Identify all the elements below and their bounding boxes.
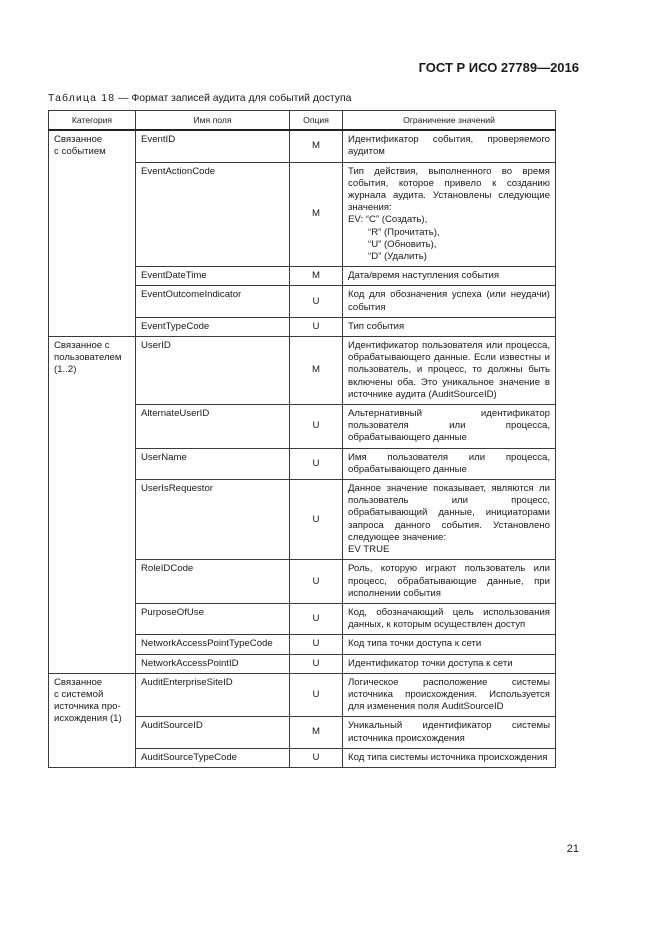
constraint-cell: Дата/время наступления события bbox=[343, 267, 556, 286]
field-name-cell: NetworkAccessPointTypeCode bbox=[136, 635, 290, 654]
column-header-field-name: Имя поля bbox=[136, 111, 290, 131]
table-row bbox=[49, 337, 556, 405]
category-cell: Связанное с событием bbox=[49, 130, 136, 336]
constraint-cell: Альтернативный идентификатор пользователя или процесса, обрабатывающего данные bbox=[343, 405, 556, 449]
table-header-row bbox=[49, 111, 556, 131]
audit-record-table bbox=[48, 110, 556, 768]
field-name-cell: AuditEnterpriseSiteID bbox=[136, 673, 290, 717]
option-cell: M bbox=[290, 162, 343, 267]
column-header-category: Категория bbox=[49, 111, 136, 131]
constraint-cell: Код типа системы источника происхождения bbox=[343, 748, 556, 767]
field-name-cell: EventID bbox=[136, 130, 290, 162]
option-cell: U bbox=[290, 560, 343, 604]
option-cell: U bbox=[290, 286, 343, 317]
constraint-cell: Логическое расположение системы источника происхождения. Используется для изменения поля AuditSourceID bbox=[343, 673, 556, 717]
constraint-cell: Идентификатор пользователя или процесса, обрабатывающего данные. Если известны и пользователь, и процесс, то должны быть включены оба. Это уникальное значение в источнике аудита (AuditSourceID) bbox=[343, 337, 556, 405]
option-cell: U bbox=[290, 673, 343, 717]
option-cell: M bbox=[290, 267, 343, 286]
page-number: 21 bbox=[566, 843, 579, 855]
field-name-cell: NetworkAccessPointID bbox=[136, 654, 290, 673]
field-name-cell: AlternateUserID bbox=[136, 405, 290, 449]
constraint-value: “R” (Прочитать), bbox=[368, 226, 440, 238]
constraint-cell: Код типа точки доступа к сети bbox=[343, 635, 556, 654]
option-cell: M bbox=[290, 130, 343, 162]
option-cell: U bbox=[290, 448, 343, 479]
constraint-cell: Код для обозначения успеха (или неудачи) события bbox=[343, 286, 556, 317]
constraint-value: EV: “C” (Создать), bbox=[348, 214, 428, 226]
option-cell: U bbox=[290, 405, 343, 449]
option-cell: M bbox=[290, 337, 343, 405]
column-header-option: Опция bbox=[290, 111, 343, 131]
constraint-value: “D” (Удалить) bbox=[368, 251, 428, 263]
document-number: ГОСТ Р ИСО 27789—2016 bbox=[418, 60, 579, 75]
field-name-cell: UserName bbox=[136, 448, 290, 479]
column-header-constraint: Ограничение значений bbox=[343, 111, 556, 131]
option-cell: U bbox=[290, 748, 343, 767]
constraint-cell bbox=[343, 162, 556, 267]
field-name-cell: AuditSourceID bbox=[136, 717, 290, 748]
option-cell: U bbox=[290, 635, 343, 654]
option-cell: U bbox=[290, 603, 343, 634]
constraint-cell: Код, обозначающий цель использования данных, к которым осуществлен доступ bbox=[343, 603, 556, 634]
field-name-cell: EventOutcomeIndicator bbox=[136, 286, 290, 317]
field-name-cell: RoleIDCode bbox=[136, 560, 290, 604]
constraint-cell: Идентификатор точки доступа к сети bbox=[343, 654, 556, 673]
option-cell: U bbox=[290, 480, 343, 560]
constraint-cell: Имя пользователя или процесса, обрабатывающего данные bbox=[343, 448, 556, 479]
field-name-cell: PurposeOfUse bbox=[136, 603, 290, 634]
constraint-cell: Тип события bbox=[343, 317, 556, 336]
field-name-cell: EventDateTime bbox=[136, 267, 290, 286]
field-name-cell: AuditSourceTypeCode bbox=[136, 748, 290, 767]
table-caption bbox=[48, 93, 351, 104]
category-cell: Связанное с системой источника про- исхождения (1) bbox=[49, 673, 136, 767]
constraint-text: Тип действия, выполненного во время события, которое привело к созданию журнала аудита. Установлены следующие значения: bbox=[348, 165, 550, 214]
field-name-cell: UserIsRequestor bbox=[136, 480, 290, 560]
option-cell: U bbox=[290, 317, 343, 336]
constraint-cell: Идентификатор события, проверяемого аудитом bbox=[343, 130, 556, 162]
table-caption-text: — Формат записей аудита для событий доступа bbox=[115, 93, 352, 104]
field-name-cell: EventActionCode bbox=[136, 162, 290, 267]
constraint-value: EV TRUE bbox=[348, 544, 390, 556]
field-name-cell: EventTypeCode bbox=[136, 317, 290, 336]
constraint-cell bbox=[343, 480, 556, 560]
constraint-cell: Уникальный идентификатор системы источника происхождения bbox=[343, 717, 556, 748]
table-row bbox=[49, 130, 556, 162]
constraint-value: “U” (Обновить), bbox=[368, 238, 437, 250]
constraint-text: Данное значение показывает, являются ли пользователь или процесс, обрабатывающий данные, инициаторами запроса данного события. Установлено следующее значение: bbox=[348, 483, 550, 543]
table-caption-label: Таблица 18 bbox=[48, 93, 116, 104]
option-cell: M bbox=[290, 717, 343, 748]
constraint-cell: Роль, которую играют пользователь или процесс, обрабатывающие данные, при исполнении события bbox=[343, 560, 556, 604]
field-name-cell: UserID bbox=[136, 337, 290, 405]
category-cell: Связанное с пользователем (1..2) bbox=[49, 337, 136, 674]
option-cell: U bbox=[290, 654, 343, 673]
table-row bbox=[49, 673, 556, 717]
